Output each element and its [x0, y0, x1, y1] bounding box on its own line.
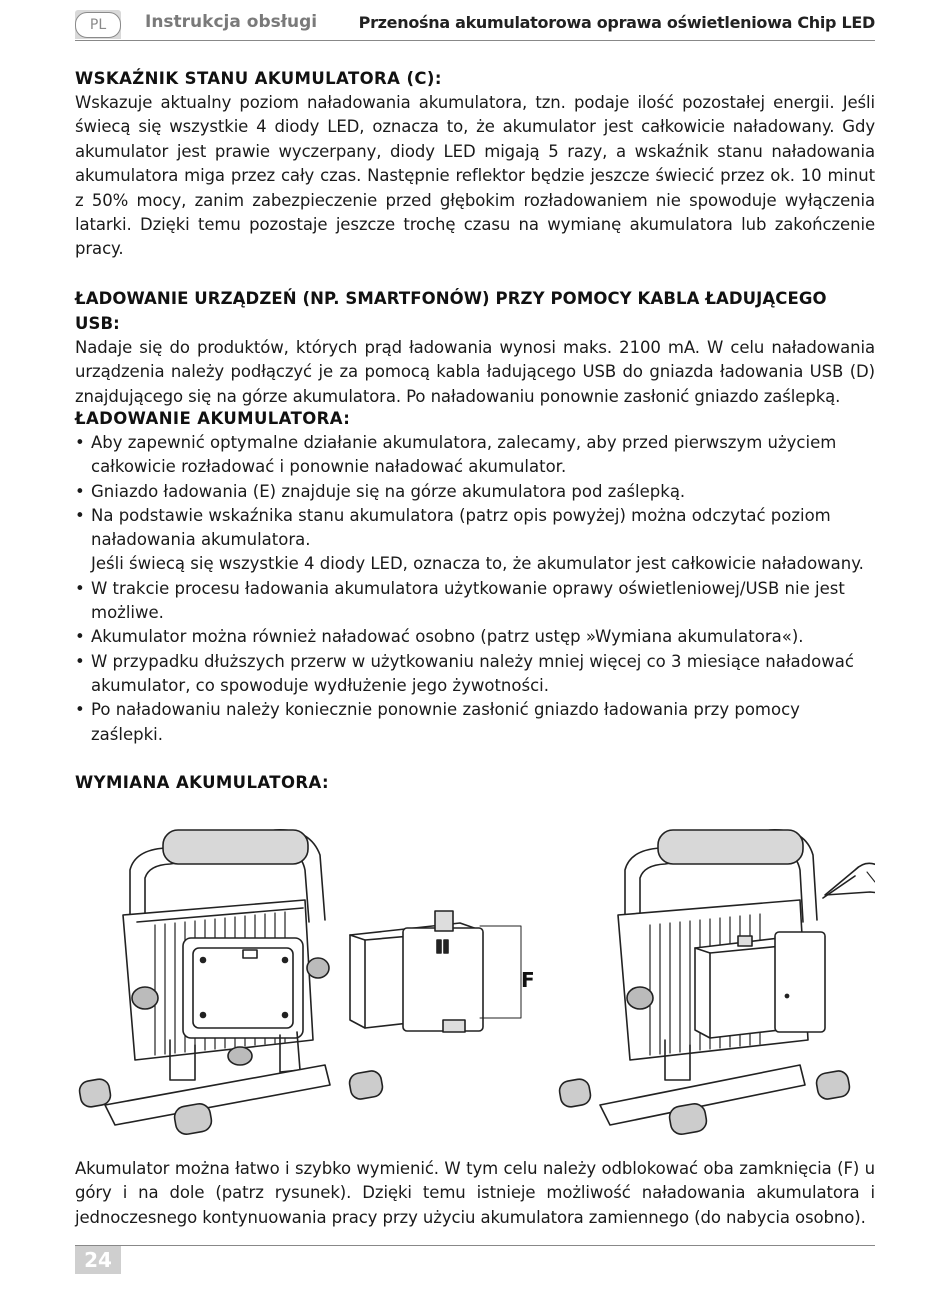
list-item: • Na podstawie wskaźnika stanu akumulatora (patrz opis powyżej) można odczytać poziom naładowania akumulatora. Jeśli świecą się wszystkie 4 diody LED, oznacza to, że akumulator jest całkowicie naładowany.: [75, 504, 875, 577]
section-heading: WYMIANA AKUMULATORA:: [75, 773, 329, 792]
section-heading: WSKAŹNIK STANU AKUMULATORA (C):: [75, 69, 442, 88]
closure-label-f: F: [521, 968, 535, 992]
lamp-drawings: [75, 810, 875, 1150]
section-battery-indicator: [75, 66, 875, 262]
list-item: • Aby zapewnić optymalne działanie akumulatora, zalecamy, aby przed pierwszym użyciem całkowicie rozładować i ponownie naładować akumulator.: [75, 431, 875, 480]
header-manual-title: Instrukcja obsługi: [145, 12, 318, 32]
list-item: • Po naładowaniu należy koniecznie ponownie zasłonić gniazdo ładowania przy pomocy zaślepki.: [75, 698, 875, 747]
section-battery-charging: [75, 406, 875, 747]
battery-replacement-illustration: [75, 810, 875, 1150]
bullet-list: [75, 431, 875, 747]
right-lamp-drawing: [558, 830, 875, 1136]
header-product-title: Przenośna akumulatorowa oprawa oświetleniowa Chip LED: [358, 13, 875, 32]
lang-badge: PL: [75, 12, 121, 38]
list-item: • W przypadku dłuższych przerw w użytkowaniu należy mniej więcej co 3 miesiące naładować akumulator, co spowoduje wydłużenie jego żywotności.: [75, 650, 875, 699]
section-usb-charging: [75, 286, 875, 409]
section-text: Nadaje się do produktów, których prąd ładowania wynosi maks. 2100 mA. W celu naładowania urządzenia należy podłączyć je za pomocą kabla ładującego USB do gniazda ładowania USB (D) znajdującego się na górze akumulatora. Po naładowaniu ponownie zasłonić gniazdo zaślepką.: [75, 338, 875, 406]
section-heading: ŁADOWANIE AKUMULATORA:: [75, 409, 351, 428]
section-heading: ŁADOWANIE URZĄDZEŃ (NP. SMARTFONÓW) PRZY POMOCY KABLA ŁADUJĄCEGO USB:: [75, 289, 827, 333]
page-header: [75, 10, 875, 41]
footer-divider: [75, 1245, 875, 1246]
section-text: Wskazuje aktualny poziom naładowania akumulatora, tzn. podaje ilość pozostałej energii. Jeśli świecą się wszystkie 4 diody LED, oznacza to, że akumulator jest całkowicie naładowany. Gdy akumulator jest prawie wyczerpany, diody LED migają 5 razy, a wskaźnik stanu naładowania akumulatora miga przez cały czas. Następnie reflektor będzie jeszcze świecić przez ok. 10 minut z 50% mocy, zanim zabezpieczenie przed głębokim rozładowaniem nie spowoduje wyłączenia latarki. Dzięki temu pozostaje jeszcze trochę czasu na wymianę akumulatora lub zakończenie pracy.: [75, 93, 875, 259]
section-text: Akumulator można łatwo i szybko wymienić. W tym celu należy odblokować oba zamknięcia (F) u góry i na dole (patrz rysunek). Dzięki temu istnieje możliwość naładowania akumulatora i jednoczesnego kontynuowania pracy przy użyciu akumulatora zamiennego (do nabycia osobno).: [75, 1159, 875, 1227]
list-item-extra-line: Jeśli świecą się wszystkie 4 diody LED, oznacza to, że akumulator jest całkowicie naładowany.: [91, 554, 864, 574]
list-item: • Gniazdo ładowania (E) znajduje się na górze akumulatora pod zaślepką.: [75, 480, 875, 504]
page-number: 24: [75, 1246, 121, 1274]
replacement-text-block: [75, 1157, 875, 1230]
list-item: • Akumulator można również naładować osobno (patrz ustęp »Wymiana akumulatora«).: [75, 625, 875, 649]
section-battery-replacement: [75, 770, 875, 795]
list-item: • W trakcie procesu ładowania akumulatora użytkowanie oprawy oświetleniowej/USB nie jest możliwe.: [75, 577, 875, 626]
left-lamp-drawing: [78, 830, 521, 1136]
